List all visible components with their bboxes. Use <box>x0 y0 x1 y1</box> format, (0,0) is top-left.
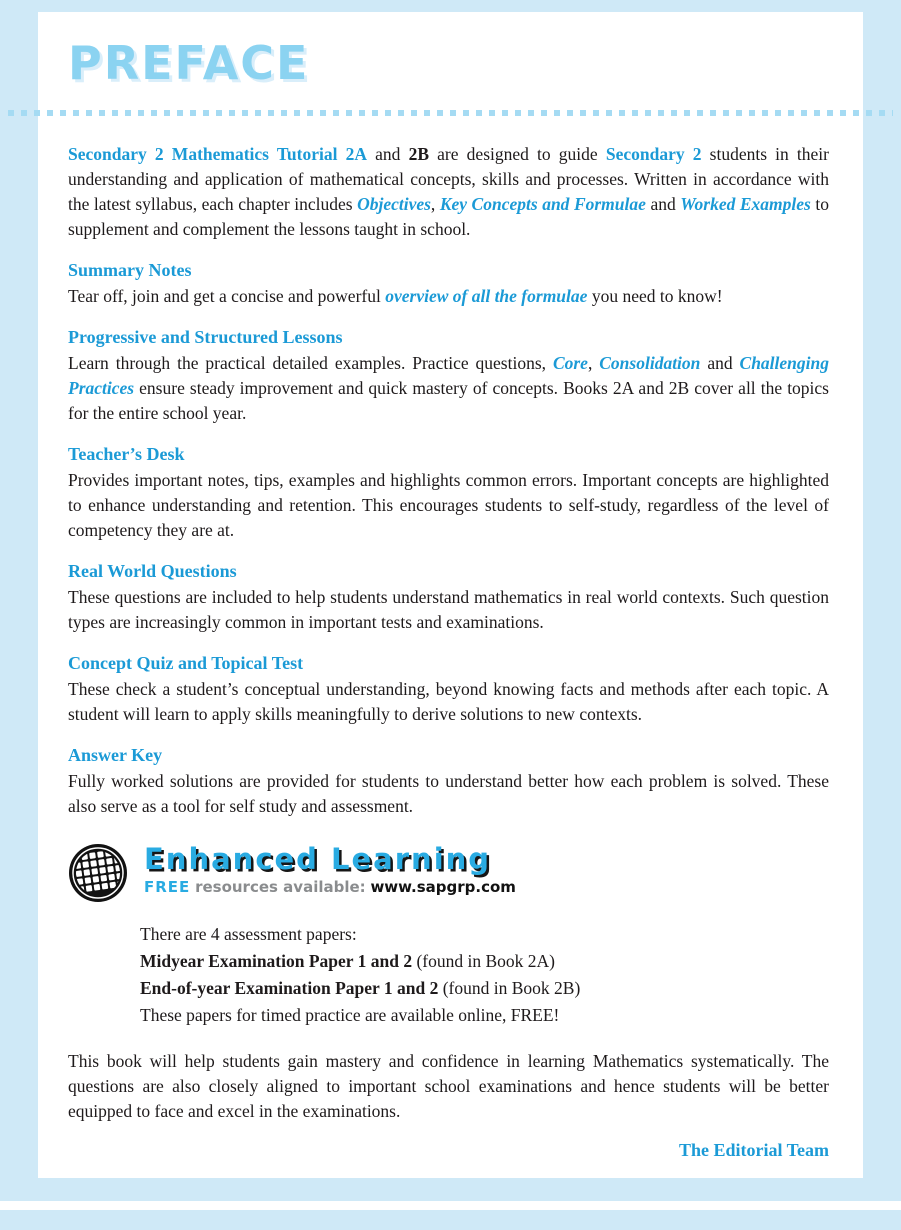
page-title: PREFACE <box>68 36 310 90</box>
assessment-line <box>140 975 829 1002</box>
text-segment: are designed to guide <box>429 144 606 164</box>
assessment-line <box>140 921 829 948</box>
text-segment: Tear off, join and get a concise and powerful <box>68 286 386 306</box>
header <box>38 12 863 102</box>
text-segment: These questions are included to help students understand mathematics in real world contexts. Such question types are increasingly common in important tests and examinations. <box>68 587 829 632</box>
text-segment: Midyear Examination Paper 1 and 2 <box>140 951 413 971</box>
text-segment: Consolidation <box>599 353 701 373</box>
text-segment: (found in Book 2B) <box>438 978 581 998</box>
logo-free-label: FREE <box>144 877 191 896</box>
assessment-line <box>140 1002 829 1029</box>
text-segment: This book will help students gain mastery and confidence in learning Mathematics systematically. The questions are also closely aligned to important school examinations and hence students will be better equipped to face and excel in the examinations. <box>68 1051 829 1121</box>
assessment-line <box>140 948 829 975</box>
section <box>68 651 829 727</box>
text-segment: Provides important notes, tips, examples and highlights common errors. Important concepts are highlighted to enhance understanding and retention. This encourages students to self-study, regardless of the level of competency they are at. <box>68 470 829 540</box>
logo-title: Enhanced Learning <box>144 841 492 876</box>
signature: The Editorial Team <box>678 1140 829 1160</box>
section-body <box>68 585 829 635</box>
text-segment: Secondary 2 Mathematics Tutorial 2A <box>68 144 367 164</box>
text-segment: (found in Book 2A) <box>412 951 555 971</box>
logo-tagline <box>144 875 516 900</box>
section-body <box>68 468 829 543</box>
text-segment: and <box>700 353 740 373</box>
logo-text <box>144 841 516 900</box>
section-heading: Answer Key <box>68 745 163 765</box>
text-segment: overview of all the formulae <box>385 286 588 306</box>
text-segment: you need to know! <box>587 286 723 306</box>
globe-keyboard-icon <box>68 843 128 903</box>
content-sheet <box>38 12 863 1178</box>
section-heading: Summary Notes <box>68 260 192 280</box>
text-segment: Objectives <box>357 194 431 214</box>
section-heading: Teacher’s Desk <box>68 444 185 464</box>
text-segment: These papers for timed practice are available online, FREE! <box>140 1005 560 1025</box>
section-body <box>68 284 829 309</box>
text-segment: Secondary 2 <box>605 144 702 164</box>
text-segment: Key Concepts and Formulae <box>439 194 646 214</box>
section-heading: Progressive and Structured Lessons <box>68 327 343 347</box>
section-body <box>68 769 829 819</box>
text-segment: These check a student’s conceptual understanding, beyond knowing facts and methods after each topic. A student will learn to apply skills meaningfully to derive solutions to new contexts. <box>68 679 829 724</box>
text-segment: Fully worked solutions are provided for students to understand better how each problem is solved. These also serve as a tool for self study and assessment. <box>68 771 829 816</box>
text-segment: Learn through the practical detailed examples. Practice questions, <box>68 353 553 373</box>
intro-paragraph <box>68 142 829 242</box>
text-segment: There are 4 assessment papers: <box>140 924 357 944</box>
footer-stripe <box>0 1201 901 1210</box>
section <box>68 258 829 309</box>
section-body <box>68 677 829 727</box>
section <box>68 559 829 635</box>
section-heading: Real World Questions <box>68 561 237 581</box>
sections <box>68 258 829 819</box>
text-segment: and <box>645 194 681 214</box>
text-segment: 2B <box>408 144 430 164</box>
text-segment: and <box>367 144 409 164</box>
text-segment: Challenging Practices <box>68 353 830 398</box>
section <box>68 325 829 426</box>
text-segment: ensure steady improvement and quick mastery of concepts. Books 2A and 2B cover all the topics for the entire school year. <box>68 378 829 423</box>
text-segment: , <box>587 353 600 373</box>
text-segment: End-of-year Examination Paper 1 and 2 <box>140 978 439 998</box>
section-body <box>68 351 829 426</box>
text-segment: , <box>430 194 440 214</box>
section <box>68 442 829 543</box>
logo-url: www.sapgrp.com <box>370 877 516 896</box>
closing-paragraph <box>68 1049 829 1124</box>
section <box>68 743 829 819</box>
text-segment: Core <box>552 353 588 373</box>
enhanced-learning-logo <box>68 843 829 903</box>
section-heading: Concept Quiz and Topical Test <box>68 653 304 673</box>
text-segment: Worked Examples <box>680 194 811 214</box>
text-segment: to supplement and complement the lessons taught in school. <box>68 194 829 239</box>
main-content <box>38 116 863 1163</box>
text-segment: students in their understanding and application of mathematical concepts, skills and processes. Written in accordance with the latest syllabus, each chapter includes <box>68 144 829 214</box>
logo-tagline-text: resources available: <box>195 877 366 896</box>
assessment-list <box>140 921 829 1029</box>
